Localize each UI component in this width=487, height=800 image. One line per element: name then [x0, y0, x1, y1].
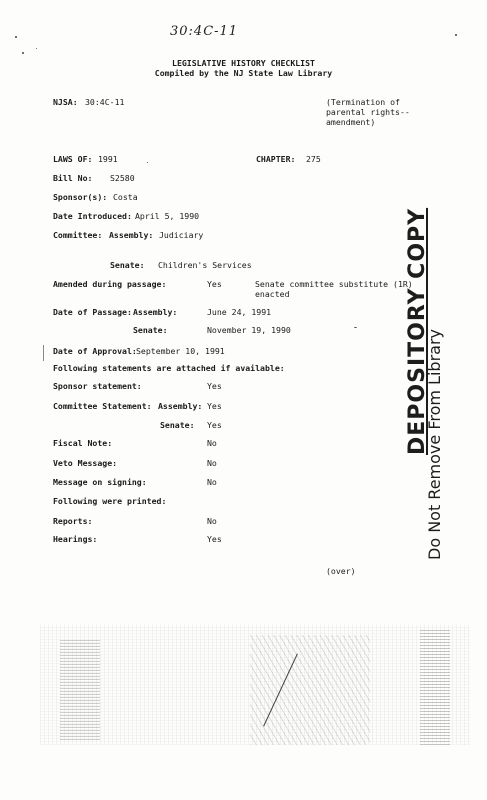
reports-value: No [207, 516, 217, 526]
veto-message-value: No [207, 458, 217, 468]
committee-assembly-label: Assembly: [109, 230, 154, 240]
laws-of-label: LAWS OF: [53, 154, 93, 164]
reports-label: Reports: [53, 516, 93, 526]
date-introduced-value: April 5, 1990 [135, 211, 200, 221]
statement-assembly-label: Assembly: [158, 401, 203, 411]
scan-noise-middle [250, 635, 370, 745]
speck [455, 34, 457, 36]
passage-senate-label: Senate: [133, 325, 168, 335]
speck [15, 36, 17, 38]
speck [36, 48, 37, 49]
handwritten-number: 30:4C-11 [170, 24, 239, 39]
amended-note-line-1: Senate committee substitute (1R) [255, 279, 413, 289]
date-of-approval-value: September 10, 1991 [136, 346, 225, 356]
margin-mark [43, 345, 44, 361]
amended-value: Yes [207, 279, 222, 289]
njsa-value: 30:4C-11 [85, 97, 125, 107]
sponsor-statement-value: Yes [207, 381, 222, 391]
speck [147, 162, 148, 163]
committee-senate-value: Children's Services [158, 260, 252, 270]
amended-label: Amended during passage: [53, 279, 167, 289]
sponsors-value: Costa [113, 192, 138, 202]
note-line-3: amendment) [326, 117, 376, 127]
sponsor-statement-label: Sponsor statement: [53, 381, 142, 391]
statement-assembly-value: Yes [207, 401, 222, 411]
laws-of-value: 1991 [98, 154, 118, 164]
message-on-signing-label: Message on signing: [53, 477, 147, 487]
bill-no-value: S2580 [110, 173, 135, 183]
speck [354, 327, 357, 328]
fiscal-note-label: Fiscal Note: [53, 438, 113, 448]
committee-statement-label: Committee Statement: [53, 401, 152, 411]
bill-no-label: Bill No: [53, 173, 93, 183]
committee-senate-label: Senate: [110, 260, 145, 270]
message-on-signing-value: No [207, 477, 217, 487]
passage-assembly-value: June 24, 1991 [207, 307, 272, 317]
printed-heading: Following were printed: [53, 496, 167, 506]
hearings-label: Hearings: [53, 534, 98, 544]
scan-noise-right [420, 630, 450, 745]
note-line-1: (Termination of [326, 97, 400, 107]
fiscal-note-value: No [207, 438, 217, 448]
statement-senate-value: Yes [207, 420, 222, 430]
date-of-passage-label: Date of Passage: [53, 307, 132, 317]
hearings-value: Yes [207, 534, 222, 544]
passage-senate-value: November 19, 1990 [207, 325, 291, 335]
sponsors-label: Sponsor(s): [53, 192, 108, 202]
date-of-approval-label: Date of Approval: [53, 346, 137, 356]
scan-noise-left [60, 640, 100, 740]
passage-assembly-label: Assembly: [133, 307, 178, 317]
committee-label: Committee: [53, 230, 103, 240]
chapter-label: CHAPTER: [256, 154, 296, 164]
attached-heading: Following statements are attached if available: [53, 363, 285, 373]
committee-assembly-value: Judiciary [159, 230, 204, 240]
note-line-2: parental rights-- [326, 107, 410, 117]
checklist-title: LEGISLATIVE HISTORY CHECKLIST [172, 58, 315, 68]
do-not-remove-stamp: Do Not Remove From Library [425, 329, 444, 560]
chapter-value: 275 [306, 154, 321, 164]
veto-message-label: Veto Message: [53, 458, 118, 468]
date-introduced-label: Date Introduced: [53, 211, 132, 221]
amended-note-line-2: enacted [255, 289, 290, 299]
njsa-label: NJSA: [53, 97, 78, 107]
speck [22, 52, 24, 54]
statement-senate-label: Senate: [160, 420, 195, 430]
depository-stamp: DEPOSITORY COPY [405, 207, 430, 455]
over-note: (over) [326, 566, 356, 576]
checklist-subtitle: Compiled by the NJ State Law Library [154, 68, 333, 78]
